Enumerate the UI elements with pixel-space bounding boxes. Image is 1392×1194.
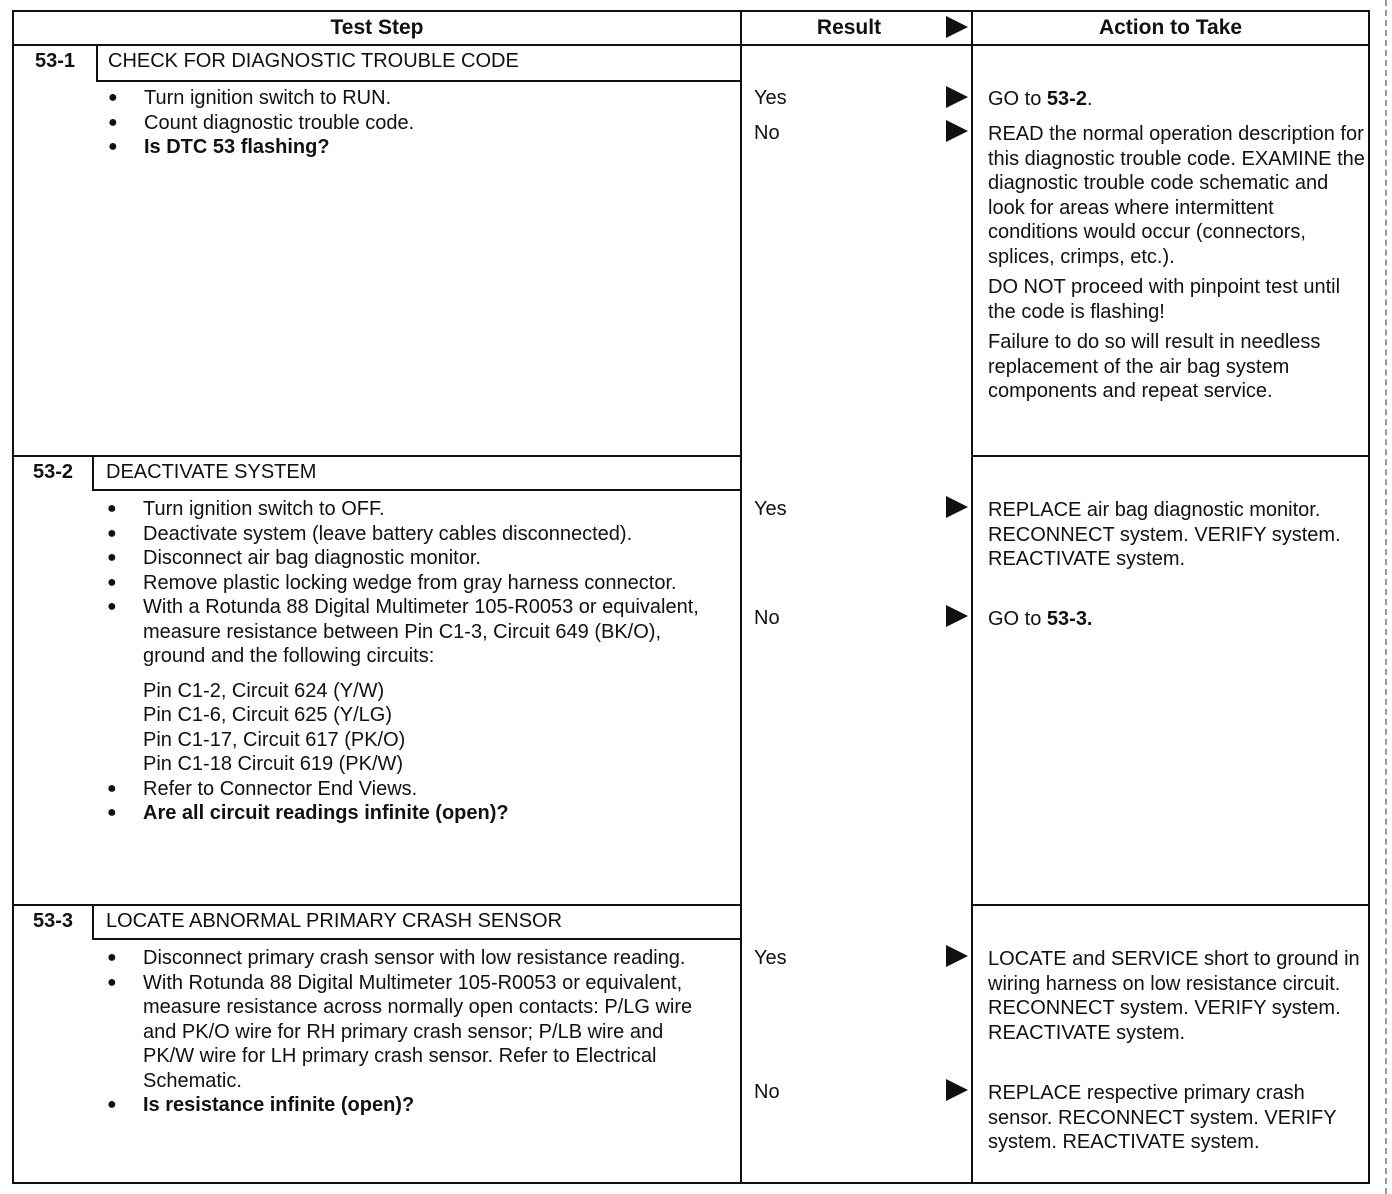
action-yes <box>988 498 1366 572</box>
step-instructions <box>107 497 727 826</box>
action-yes <box>988 87 1366 112</box>
result-no: No <box>754 607 780 629</box>
step-reference: 53-3. <box>1046 608 1093 630</box>
action-text: GO to <box>988 608 1047 630</box>
list-item: ● Disconnect air bag diagnostic monitor. <box>107 546 727 571</box>
step-id-divider <box>92 457 94 491</box>
step-id-divider <box>92 906 94 940</box>
step-question: ● Is resistance infinite (open)? <box>107 1093 717 1118</box>
table-bottom-border <box>12 1182 1370 1184</box>
step-reference: 53-2 <box>1046 88 1087 110</box>
step-instructions <box>107 946 717 1118</box>
action-text: LOCATE and SERVICE short to ground in wiring harness on low resistance circuit. RECONNECT system. VERIFY system. REACTIVATE system. <box>988 948 1360 1044</box>
row-separator-53-3 <box>12 904 741 906</box>
list-item: ● Turn ignition switch to RUN. <box>108 86 728 111</box>
action-no <box>988 1081 1366 1155</box>
result-yes: Yes <box>754 87 787 109</box>
row-separator-53-2 <box>12 455 741 457</box>
result-yes: Yes <box>754 498 787 520</box>
header-result: Result <box>816 16 882 39</box>
header-action: Action to Take <box>1098 16 1243 39</box>
action-text: Failure to do so will result in needless replacement of the air bag system components and repeat service. <box>988 331 1321 402</box>
list-item: ● Remove plastic locking wedge from gray harness connector. <box>107 571 727 596</box>
step-id: 53-2 <box>32 461 74 483</box>
action-yes <box>988 947 1366 1045</box>
result-no: No <box>754 1081 780 1103</box>
result-no: No <box>754 122 780 144</box>
action-text: GO to <box>988 88 1047 110</box>
table-left-border <box>12 10 14 1184</box>
step-title: DEACTIVATE SYSTEM <box>106 461 317 483</box>
list-item: ● Count diagnostic trouble code. <box>108 111 728 136</box>
row-separator-53-2-action <box>973 455 1369 457</box>
action-text: READ the normal operation description for this diagnostic trouble code. EXAMINE the diagnostic trouble code schematic and look for areas where intermittent conditions would occur (connectors, splices, crimps, etc.). <box>988 123 1365 268</box>
step-title: LOCATE ABNORMAL PRIMARY CRASH SENSOR <box>106 910 563 932</box>
list-item: ● Refer to Connector End Views. <box>107 777 727 802</box>
pin-item: Pin C1-2, Circuit 624 (Y/W) <box>143 679 385 702</box>
step-id: 53-3 <box>32 910 74 932</box>
step-title-underline <box>92 489 741 491</box>
arrow-icon <box>946 496 968 518</box>
step-instructions <box>108 86 728 160</box>
header-arrow-icon <box>946 16 968 38</box>
row-separator-53-3-action <box>973 904 1369 906</box>
step-title-underline <box>92 938 741 940</box>
pin-item: Pin C1-18 Circuit 619 (PK/W) <box>143 753 404 775</box>
step-question: ● Is DTC 53 flashing? <box>108 135 728 160</box>
header-test-step: Test Step <box>330 16 424 39</box>
arrow-icon <box>946 605 968 627</box>
arrow-icon <box>946 120 968 142</box>
action-text: REPLACE respective primary crash sensor. RECONNECT system. VERIFY system. REACTIVATE system. <box>988 1082 1337 1153</box>
action-text: REPLACE air bag diagnostic monitor. RECONNECT system. VERIFY system. REACTIVATE system. <box>988 499 1341 570</box>
list-item: ● Deactivate system (leave battery cables disconnected). <box>107 522 727 547</box>
step-title-underline <box>96 80 741 82</box>
action-text: . <box>1086 88 1093 110</box>
arrow-icon <box>946 1079 968 1101</box>
list-item: ● With a Rotunda 88 Digital Multimeter 105-R0053 or equivalent, measure resistance between Pin C1-3, Circuit 649 (BK/O), ground and the following circuits: <box>107 595 727 669</box>
pin-item: Pin C1-6, Circuit 625 (Y/LG) <box>143 704 392 726</box>
step-question: ● Are all circuit readings infinite (open)? <box>107 801 727 826</box>
list-item: ● With Rotunda 88 Digital Multimeter 105-R0053 or equivalent, measure resistance across normally open contacts: P/LG wire and PK/O wire for RH primary crash sensor; P/LB wire and PK/W wire for LH primary crash sensor. Refer to Electrical Schematic. <box>107 971 717 1094</box>
step-id: 53-1 <box>34 50 76 72</box>
action-no <box>988 607 1366 632</box>
list-item: ● Turn ignition switch to OFF. <box>107 497 727 522</box>
pin-item: Pin C1-17, Circuit 617 (PK/O) <box>143 728 406 751</box>
list-item: ● Disconnect primary crash sensor with low resistance reading. <box>107 946 717 971</box>
result-yes: Yes <box>754 947 787 969</box>
result-column-divider <box>740 10 742 1184</box>
table-right-border <box>1368 10 1370 1184</box>
step-title: CHECK FOR DIAGNOSTIC TROUBLE CODE <box>108 50 519 72</box>
page-edge-perforation <box>1385 0 1387 1194</box>
action-text: DO NOT proceed with pinpoint test until the code is flashing! <box>988 276 1341 323</box>
step-id-divider <box>96 46 98 82</box>
action-no <box>988 122 1366 410</box>
action-column-divider <box>971 10 973 1184</box>
arrow-icon <box>946 86 968 108</box>
arrow-icon <box>946 945 968 967</box>
